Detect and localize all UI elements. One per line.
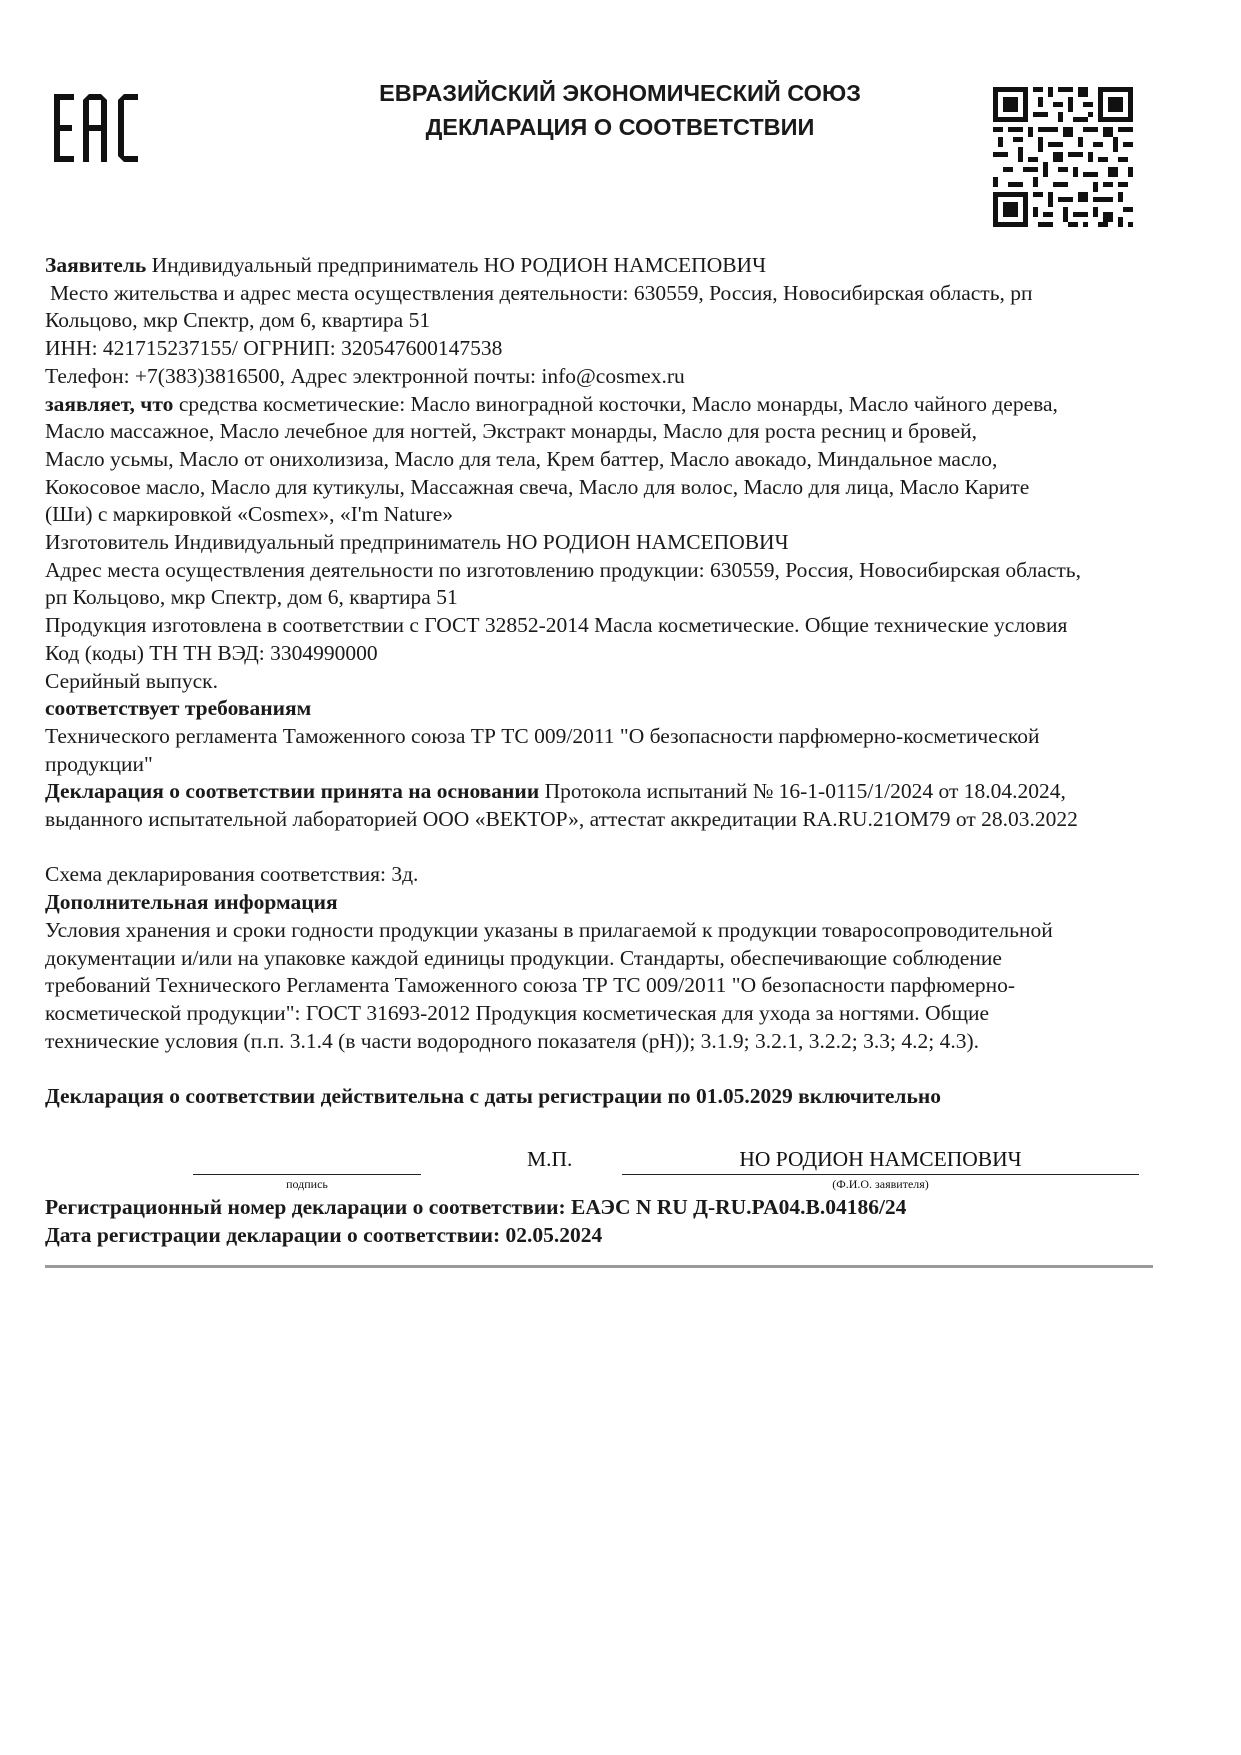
bottom-divider — [45, 1265, 1153, 1268]
declares-line2: Масло массажное, Масло лечебное для ногтей, Экстракт монарды, Масло для роста ресниц и бровей, — [45, 419, 978, 444]
document-title: ДЕКЛАРАЦИЯ О СООТВЕТСТВИИ — [425, 114, 815, 140]
additional-line5: технические условия (п.п. 3.1.4 (в части водородного показателя (pH)); 3.1.9; 3.2.1, 3.2.2; 3.3; 4.2; 4.3). — [45, 1028, 979, 1053]
validity-line: Декларация о соответствии действительна с даты регистрации по 01.05.2029 включительно — [45, 1084, 941, 1109]
applicant-address-line1: Место жительства и адрес места осуществления деятельности: 630559, Россия, Новосибирская область, рп — [50, 280, 1033, 305]
conforms-label: соответствует требованиям — [45, 696, 312, 721]
registration-number: Регистрационный номер декларации о соответствии: ЕАЭС N RU Д-RU.PA04.B.04186/24 — [45, 1195, 907, 1219]
applicant-address-line2: Кольцово, мкр Спектр, дом 6, квартира 51 — [45, 308, 431, 333]
additional-line1: Условия хранения и сроки годности продукции указаны в прилагаемой к продукции товаросопроводительной — [45, 917, 1053, 942]
manufacturer-line1: Изготовитель Индивидуальный предприниматель НО РОДИОН НАМСЕПОВИЧ — [45, 530, 789, 555]
manufacturer-line2: Адрес места осуществления деятельности по изготовлению продукции: 630559, Россия, Новосибирская область, — [45, 557, 1081, 582]
declaration-body — [45, 252, 1165, 1111]
declares-line3: Масло усьмы, Масло от онихолизиза, Масло для тела, Крем баттер, Масло авокадо, Миндальное масло, — [45, 446, 998, 471]
basis-text: Протокола испытаний № 16-1-0115/1/2024 от 18.04.2024, — [539, 779, 1066, 804]
conforms-line2: продукции" — [45, 751, 153, 776]
manufacturer-line5: Код (коды) ТН ТН ВЭД: 3304990000 — [45, 640, 378, 665]
applicant-phone: Телефон: +7(383)3816500, Адрес электронной почты: info@cosmex.ru — [45, 363, 685, 388]
declares-line4: Кокосовое масло, Масло для кутикулы, Массажная свеча, Масло для волос, Масло для лица, Масло Карите — [45, 474, 1030, 499]
signature-line — [193, 1174, 421, 1175]
eac-mark-icon — [52, 92, 142, 164]
conforms-line1: Технического регламента Таможенного союза ТР ТС 009/2011 "О безопасности парфюмерно-косметической — [45, 723, 1040, 748]
spacer — [45, 834, 1165, 862]
applicant-label: Заявитель — [45, 253, 147, 277]
name-line — [622, 1174, 1139, 1175]
additional-label: Дополнительная информация — [45, 890, 338, 915]
declares-label: заявляет, что — [45, 391, 174, 416]
manufacturer-line6: Серийный выпуск. — [45, 668, 218, 693]
declares-text: средства косметические: Масло виноградной косточки, Масло монарды, Масло чайного дерева, — [173, 391, 1058, 416]
additional-line4: косметической продукции": ГОСТ 31693-2012 Продукция косметическая для ухода за ногтями. Общие — [45, 1000, 990, 1025]
registration-date: Дата регистрации декларации о соответствии: 02.05.2024 — [45, 1223, 603, 1247]
spacer — [45, 1055, 1165, 1083]
declares-line1 — [45, 391, 1165, 419]
manufacturer-line4: Продукция изготовлена в соответствии с ГОСТ 32852-2014 Масла косметические. Общие технические условия — [45, 613, 1068, 638]
applicant-inn: ИНН: 421715237155/ ОГРНИП: 320547600147538 — [45, 336, 503, 361]
applicant-name: НО РОДИОН НАМСЕПОВИЧ — [739, 1147, 1022, 1171]
declares-line5: (Ши) с маркировкой «Cosmex», «I'm Nature» — [45, 502, 453, 527]
union-title: ЕВРАЗИЙСКИЙ ЭКОНОМИЧЕСКИЙ СОЮЗ — [379, 80, 861, 106]
basis-line1 — [45, 778, 1165, 806]
signature-caption: подпись — [286, 1177, 328, 1191]
qr-code-icon — [993, 86, 1133, 228]
name-caption: (Ф.И.О. заявителя) — [832, 1177, 929, 1191]
stamp-place-label: М.П. — [527, 1147, 573, 1171]
manufacturer-line3: рп Кольцово, мкр Спектр, дом 6, квартира 51 — [45, 585, 458, 610]
additional-line2: документации и/или на упаковке каждой единицы продукции. Стандарты, обеспечивающие соблюдение — [45, 945, 1002, 970]
basis-line2: выданного испытательной лабораторией ООО «ВЕКТОР», аттестат аккредитации RA.RU.21OM79 от 28.03.2022 — [45, 807, 1078, 832]
basis-label: Декларация о соответствии принята на основании — [45, 779, 540, 804]
applicant-value: Индивидуальный предприниматель НО РОДИОН НАМСЕПОВИЧ — [146, 253, 767, 277]
additional-line3: требований Технического Регламента Таможенного союза ТР ТС 009/2011 "О безопасности парфюмерно- — [45, 973, 1016, 998]
scheme-line: Схема декларирования соответствия: 3д. — [45, 862, 419, 887]
applicant-line — [45, 252, 1165, 280]
